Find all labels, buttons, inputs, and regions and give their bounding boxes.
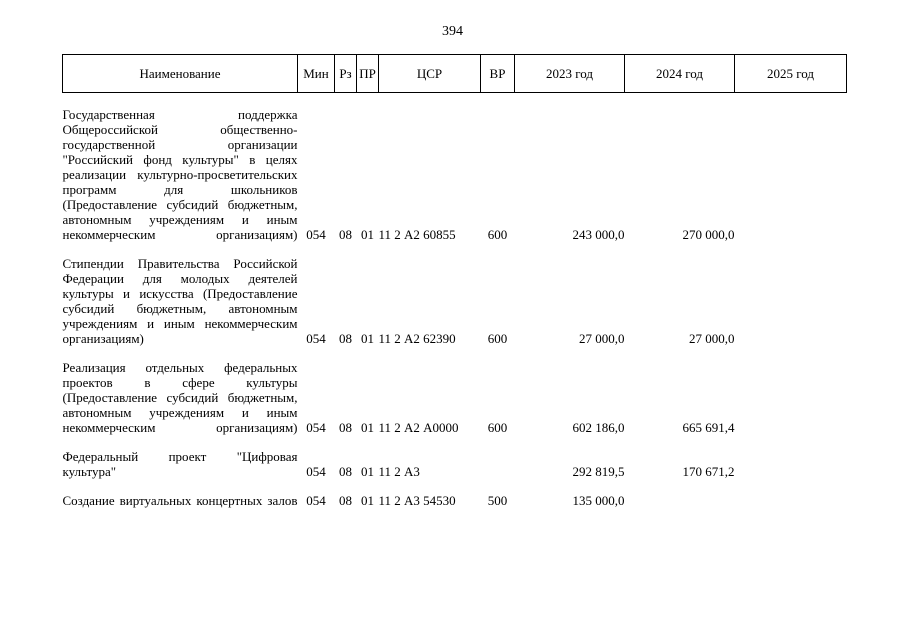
row-name: Государственная поддержка Общероссийской общественно-государственной организации "Российский фонд культуры" в целях реализации культурно-просветительских программ для школьников (Предоставление субсидий бюджетным, автономным учреждениям и иным некоммерческим организациям) xyxy=(62,107,298,242)
row-name: Стипендии Правительства Российской Федерации для молодых деятелей культуры и искусства (Предоставление субсидий бюджетным, автономным учреждениям и иным некоммерческим организациям) xyxy=(62,256,298,346)
row-rz: 08 xyxy=(339,493,352,508)
row-rz: 08 xyxy=(339,464,352,479)
row-min: 054 xyxy=(306,331,326,346)
row-rz: 08 xyxy=(339,227,352,242)
header-name: Наименование xyxy=(63,55,298,93)
row-rz: 08 xyxy=(339,331,352,346)
row-vr: 600 xyxy=(487,227,508,242)
row-2024: 665 691,4 xyxy=(682,420,735,435)
row-vr: 600 xyxy=(487,420,508,435)
row-pr: 01 xyxy=(361,420,374,435)
header-2025: 2025 год xyxy=(735,55,847,93)
header-2023: 2023 год xyxy=(515,55,625,93)
header-min: Мин xyxy=(298,55,335,93)
row-2023: 602 186,0 xyxy=(572,420,625,435)
table-row xyxy=(63,449,847,479)
header-csr: ЦСР xyxy=(379,55,481,93)
row-2025 xyxy=(735,493,847,508)
row-2023: 135 000,0 xyxy=(572,493,625,508)
header-pr: ПР xyxy=(357,55,379,93)
row-name: Федеральный проект "Цифровая культура" xyxy=(62,449,298,479)
table-row xyxy=(63,360,847,435)
table-row xyxy=(63,107,847,242)
row-2023: 243 000,0 xyxy=(572,227,625,242)
row-2023: 292 819,5 xyxy=(572,464,625,479)
row-csr: 11 2 А3 54530 xyxy=(378,493,456,508)
row-2025 xyxy=(735,449,847,479)
row-vr: 600 xyxy=(487,331,508,346)
row-pr: 01 xyxy=(361,331,374,346)
row-min: 054 xyxy=(306,420,326,435)
header-row xyxy=(63,55,847,93)
row-pr: 01 xyxy=(361,464,374,479)
row-pr: 01 xyxy=(361,493,374,508)
row-2024: 170 671,2 xyxy=(682,464,735,479)
row-2024: 27 000,0 xyxy=(689,331,735,346)
row-min: 054 xyxy=(306,464,326,479)
row-name: Создание виртуальных концертных залов xyxy=(62,493,298,508)
header-vr: ВР xyxy=(481,55,515,93)
row-name: Реализация отдельных федеральных проектов в сфере культуры (Предоставление субсидий бюджетным, автономным учреждениям и иным некоммерческим организациям) xyxy=(62,360,298,435)
table-row xyxy=(63,493,847,508)
header-2024: 2024 год xyxy=(625,55,735,93)
row-2024: 270 000,0 xyxy=(682,227,735,242)
budget-table xyxy=(62,54,847,508)
row-rz: 08 xyxy=(339,420,352,435)
header-rz: Рз xyxy=(335,55,357,93)
page-number: 394 xyxy=(442,24,463,39)
row-2025 xyxy=(735,107,847,242)
row-2024 xyxy=(625,493,735,508)
row-min: 054 xyxy=(306,227,326,242)
row-vr: 500 xyxy=(487,493,508,508)
row-csr: 11 2 А2 60855 xyxy=(378,227,456,242)
row-csr: 11 2 А2 А0000 xyxy=(378,420,459,435)
row-min: 054 xyxy=(306,493,326,508)
row-pr: 01 xyxy=(361,227,374,242)
row-2023: 27 000,0 xyxy=(579,331,625,346)
row-csr: 11 2 А3 xyxy=(378,464,420,479)
table-row xyxy=(63,256,847,346)
row-2025 xyxy=(735,360,847,435)
row-vr xyxy=(481,449,515,479)
row-csr: 11 2 А2 62390 xyxy=(378,331,456,346)
row-2025 xyxy=(735,256,847,346)
